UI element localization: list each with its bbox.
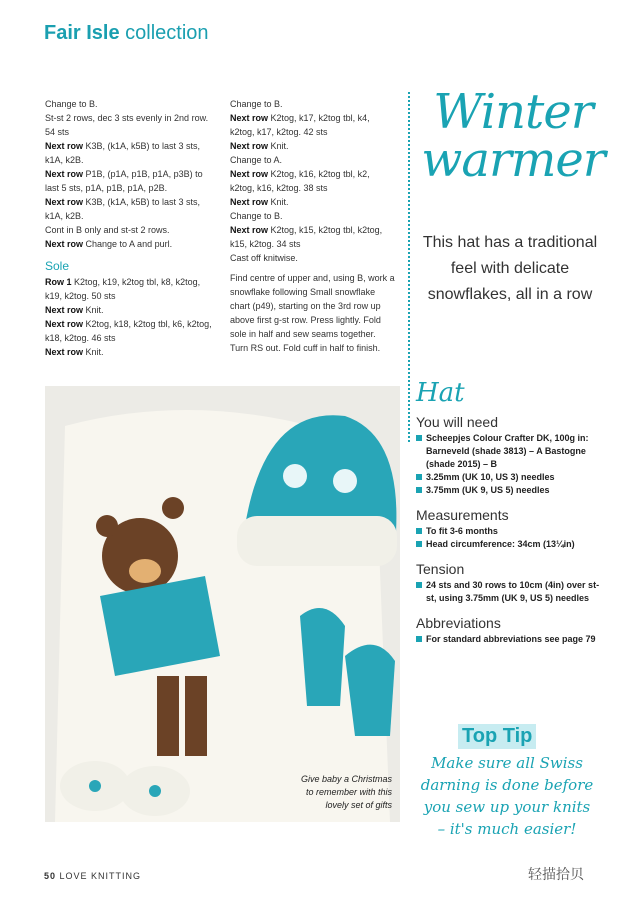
hat-heading: Hat <box>416 378 465 408</box>
intro-text: This hat has a traditional feel with delicate snowflakes, all in a row <box>422 234 598 303</box>
list-item: 3.75mm (UK 9, US 5) needles <box>416 484 606 497</box>
page-title: Winter warmer <box>421 84 605 188</box>
list-item: For standard abbreviations see page 79 <box>416 633 606 646</box>
header-light: collection <box>125 22 209 44</box>
abbreviations-heading: Abbreviations <box>416 615 501 631</box>
header-bold: Fair Isle <box>44 22 120 44</box>
page-footer: 50 LOVE KNITTING <box>44 871 142 881</box>
pattern-column-1: Change to B. St-st 2 rows, dec 3 sts evenly in 2nd row. 54 sts Next row K3B, (k1A, k5B) to last 3 sts, k1A, k2B. Next row P1B, (p1A, p1B, p1A, p3B) to last 5 sts, p1A, p1B, p1A, p2B. Next row K3B, (k1A, k5B) to last 3 sts, k1A, k2B. Cont in B only and st-st 2 rows. Next row Change to A and purl. Sole Row 1 K2tog, k19, k2tog tbl, k8, k2tog, k19, k2tog. 50 sts Next row Knit. Next row K2tog, k18, k2tog tbl, k6, k2tog, k18, k2tog. 46 sts Next row Knit. <box>45 97 215 359</box>
list-item: 3.25mm (UK 10, US 3) needles <box>416 471 606 484</box>
list-item: To fit 3-6 months <box>416 525 606 538</box>
list-item: 24 sts and 30 rows to 10cm (4in) over st-st, using 3.75mm (UK 9, US 5) needles <box>416 579 606 605</box>
measurements-heading: Measurements <box>416 507 509 523</box>
tension-heading: Tension <box>416 561 465 577</box>
section-header <box>44 22 209 45</box>
hat-info-panel <box>416 378 606 646</box>
dotted-divider <box>408 92 412 442</box>
top-tip-body: Make sure all Swiss darning is done before you sew up your knits – it's much easier! <box>420 754 594 838</box>
you-will-need-heading: You will need <box>416 414 498 430</box>
sole-subheading: Sole <box>45 259 70 273</box>
list-item: Head circumference: 34cm (13¼in) <box>416 538 606 551</box>
top-tip-title: Top Tip <box>458 724 536 749</box>
product-photo <box>45 386 400 822</box>
photo-illustration <box>45 386 400 822</box>
photo-caption: Give baby a Christmas to remember with this lovely set of gifts <box>300 774 392 810</box>
list-item: Scheepjes Colour Crafter DK, 100g in: Barneveld (shade 3813) – A Bastogne (shade 2015) – B <box>416 432 606 471</box>
watermark: 轻描拾贝 <box>528 866 584 882</box>
pattern-column-2: Change to B. Next row K2tog, k17, k2tog tbl, k4, k2tog, k17, k2tog. 42 sts Next row Knit. Change to A. Next row K2tog, k16, k2tog tbl, k2, k2tog, k16, k2tog. 38 sts Next row Knit. Change to B. Next row K2tog, k15, k2tog tbl, k2tog, k15, k2tog. 34 sts Cast off knitwise. Find centre of upper and, using B, work a snowflake following Small snowflake chart (p49), starting on the 3rd row up above first g-st row. Press lightly. Fold sole in half and sew seams together. Turn RS out. Fold cuff in half to finish. <box>230 99 395 353</box>
